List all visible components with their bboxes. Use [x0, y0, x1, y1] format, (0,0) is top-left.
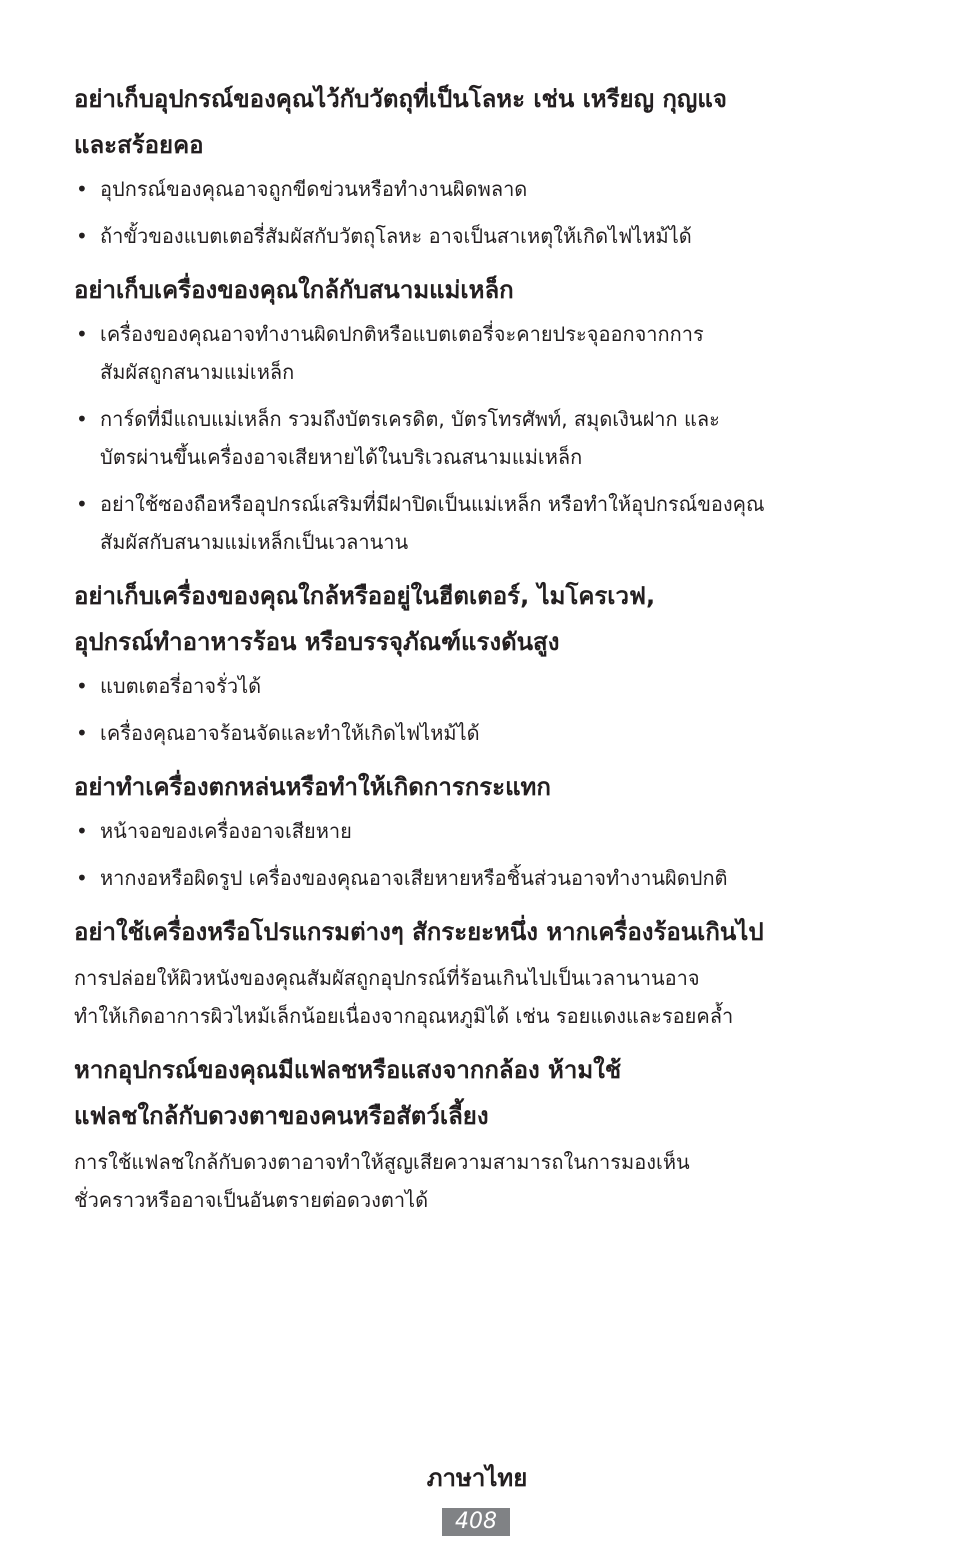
list-item [74, 400, 874, 476]
section-magnetic-field [74, 267, 874, 561]
heading-line: และสร้อยคอ [74, 131, 204, 159]
list-item-line: หากงอหรือผิดรูป เครื่องของคุณอาจเสียหายหรือชิ้นส่วนอาจทำงานผิดปกติ [100, 866, 728, 890]
section-drop-impact [74, 764, 874, 897]
bullet-icon: • [76, 322, 88, 346]
bullet-icon: • [76, 177, 88, 201]
bullet-icon: • [76, 224, 88, 248]
list-item-line: เครื่องคุณอาจร้อนจัดและทำให้เกิดไฟไหม้ได้ [100, 721, 480, 745]
footer-language: ภาษาไทย [426, 1464, 528, 1492]
bullet-icon: • [76, 819, 88, 843]
list-item-line: แบตเตอรี่อาจรั่วได้ [100, 674, 262, 698]
list-item [74, 485, 874, 561]
list-item-line: การ์ดที่มีแถบแม่เหล็ก รวมถึงบัตรเครดิต, บัตรโทรศัพท์, สมุดเงินฝาก และ [100, 407, 720, 431]
list-item [74, 315, 874, 391]
list-item [74, 217, 874, 255]
heading-line: อย่าเก็บอุปกรณ์ของคุณไว้กับวัตถุที่เป็นโลหะ เช่น เหรียญ กุญแจ [74, 85, 727, 113]
list-item [74, 812, 874, 850]
bullet-icon: • [76, 674, 88, 698]
section-heading [74, 764, 874, 810]
bullet-list [74, 812, 874, 897]
paragraph-line: ทำให้เกิดอาการผิวไหม้เล็กน้อยเนื่องจากอุณหภูมิได้ เช่น รอยแดงและรอยคล้ำ [74, 1004, 734, 1028]
heading-line: อย่าทำเครื่องตกหล่นหรือทำให้เกิดการกระแทก [74, 773, 551, 801]
heading-line: อย่าเก็บเครื่องของคุณใกล้กับสนามแม่เหล็ก [74, 276, 514, 304]
list-item-line: อุปกรณ์ของคุณอาจถูกขีดข่วนหรือทำงานผิดพลาด [100, 177, 528, 201]
section-heading [74, 267, 874, 313]
bullet-icon: • [76, 492, 88, 516]
section-paragraph [74, 1143, 874, 1219]
list-item [74, 714, 874, 752]
paragraph-line: การปล่อยให้ผิวหนังของคุณสัมผัสถูกอุปกรณ์ที่ร้อนเกินไปเป็นเวลานานอาจ [74, 966, 700, 990]
list-item-line: ถ้าขั้วของแบตเตอรี่สัมผัสกับวัตถุโลหะ อาจเป็นสาเหตุให้เกิดไฟไหม้ได้ [100, 224, 692, 248]
list-item-line: สัมผัสกับสนามแม่เหล็กเป็นเวลานาน [100, 530, 409, 554]
document-body [74, 76, 874, 1231]
list-item [74, 667, 874, 705]
bullet-list [74, 667, 874, 752]
bullet-icon: • [76, 721, 88, 745]
section-heading [74, 573, 874, 665]
list-item-line: บัตรผ่านขึ้นเครื่องอาจเสียหายได้ในบริเวณสนามแม่เหล็ก [100, 445, 583, 469]
section-paragraph [74, 959, 874, 1035]
heading-line: แฟลชใกล้กับดวงตาของคนหรือสัตว์เลี้ยง [74, 1102, 489, 1130]
heading-line: อุปกรณ์ทำอาหารร้อน หรือบรรจุภัณฑ์แรงดันสูง [74, 628, 560, 656]
bullet-list [74, 315, 874, 561]
section-heading [74, 1047, 874, 1139]
section-heaters-microwaves [74, 573, 874, 752]
section-overheating [74, 909, 874, 1035]
section-metal-objects [74, 76, 874, 255]
bullet-icon: • [76, 866, 88, 890]
bullet-list [74, 170, 874, 255]
list-item [74, 170, 874, 208]
bullet-icon: • [76, 407, 88, 431]
heading-line: อย่าเก็บเครื่องของคุณใกล้หรืออยู่ในฮีตเตอร์, ไมโครเวฟ, [74, 582, 656, 610]
section-heading [74, 76, 874, 168]
paragraph-line: ชั่วคราวหรืออาจเป็นอันตรายต่อดวงตาได้ [74, 1188, 429, 1212]
section-flash-eyes [74, 1047, 874, 1219]
list-item-line: หน้าจอของเครื่องอาจเสียหาย [100, 819, 352, 843]
heading-line: หากอุปกรณ์ของคุณมีแฟลชหรือแสงจากกล้อง ห้ามใช้ [74, 1056, 622, 1084]
list-item [74, 859, 874, 897]
list-item-line: เครื่องของคุณอาจทำงานผิดปกติหรือแบตเตอรี่จะคายประจุออกจากการ [100, 322, 704, 346]
paragraph-line: การใช้แฟลชใกล้กับดวงตาอาจทำให้สูญเสียความสามารถในการมองเห็น [74, 1150, 690, 1174]
heading-line: อย่าใช้เครื่องหรือโปรแกรมต่างๆ สักระยะหนึ่ง หากเครื่องร้อนเกินไป [74, 918, 764, 946]
list-item-line: สัมผัสถูกสนามแม่เหล็ก [100, 360, 295, 384]
section-heading [74, 909, 874, 955]
page-number: 408 [442, 1508, 510, 1536]
list-item-line: อย่าใช้ซองถือหรืออุปกรณ์เสริมที่มีฝาปิดเป็นแม่เหล็ก หรือทำให้อุปกรณ์ของคุณ [100, 492, 765, 516]
